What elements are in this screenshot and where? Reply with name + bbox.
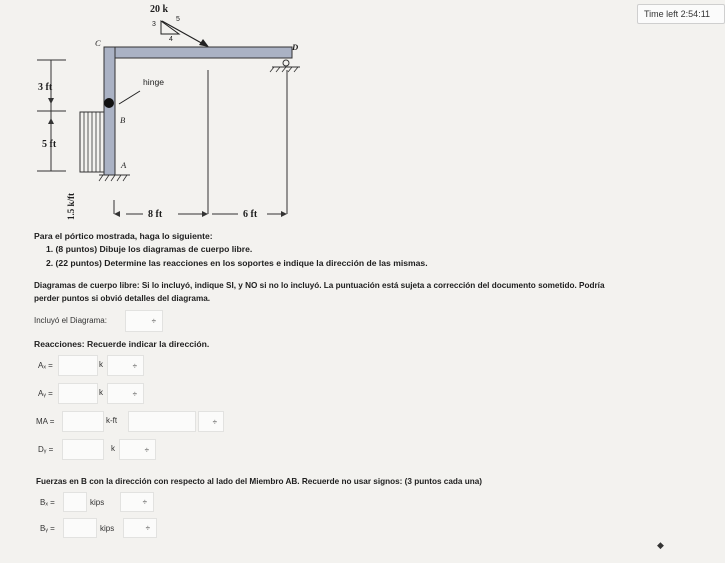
load-arrow-head [199, 39, 209, 47]
ay-label: Aᵧ = [38, 389, 53, 398]
bx-direction-select[interactable] [120, 492, 154, 512]
note-line-1: Diagramas de cuerpo libre: Si lo incluyó, indique SI, y NO si no lo incluyó. La puntuación está sujeta a corrección del documento sometido. Podría [34, 281, 605, 290]
ma-input-2[interactable] [128, 411, 196, 432]
dim-8ft-label: 8 ft [148, 209, 163, 220]
ax-label: Aₓ = [38, 361, 53, 370]
note-line-2: perder puntos si obvió detalles del diagrama. [34, 294, 211, 303]
beam-cd [104, 47, 292, 58]
ay-unit: k [99, 388, 103, 397]
dy-unit: k [111, 444, 115, 453]
included-select[interactable] [125, 310, 163, 332]
dropdown-arrow-icon: ÷ [212, 417, 217, 426]
corner-mark-icon: ◆ [657, 540, 664, 550]
dim-6ft-label: 6 ft [243, 209, 258, 220]
ay-direction-select[interactable] [107, 383, 144, 404]
ma-unit: k-ft [106, 416, 118, 425]
dy-input[interactable] [62, 439, 104, 460]
dy-direction-select[interactable] [119, 439, 156, 460]
hinge-b [104, 98, 114, 108]
roller-d [283, 60, 289, 66]
column-ab [104, 47, 115, 175]
dropdown-arrow-icon: ÷ [151, 316, 156, 326]
dropdown-arrow-icon: ÷ [142, 497, 147, 507]
dist-load-label: 1.5 k/ft [66, 193, 76, 220]
hinge-label: hinge [143, 77, 165, 87]
by-input[interactable] [63, 518, 97, 538]
ma-input[interactable] [62, 411, 104, 432]
dropdown-arrow-icon: ÷ [144, 445, 149, 454]
ay-input[interactable] [58, 383, 98, 404]
load-label: 20 k [150, 4, 169, 15]
dropdown-arrow-icon: ÷ [132, 361, 137, 370]
ax-unit: k [99, 360, 103, 369]
ax-direction-select[interactable] [107, 355, 144, 376]
by-unit: kips [100, 524, 115, 533]
hinge-pointer [119, 91, 140, 104]
intro-text: Para el pórtico mostrada, haga lo siguiente: [34, 231, 213, 241]
dropdown-arrow-icon: ÷ [145, 523, 150, 533]
included-label: Incluyó el Diagrama: [34, 316, 107, 325]
slope-top-label: 3 [152, 21, 156, 28]
item-2: 2. (22 puntos) Determine las reacciones en los soportes e indique la dirección de las mismas. [46, 258, 428, 268]
frame-diagram [0, 0, 700, 230]
node-d-label: D [292, 42, 299, 52]
forces-title: Fuerzas en B con la dirección con respecto al lado del Miembro AB. Recuerde no usar signos: (3 puntos cada una) [36, 477, 483, 486]
node-c-label: C [95, 38, 101, 48]
bx-unit: kips [90, 498, 105, 507]
slope-bottom-label: 4 [169, 36, 173, 43]
by-label: Bᵧ = [40, 524, 55, 533]
dim-5ft-label: 5 ft [42, 139, 57, 150]
bx-label: Bₓ = [40, 498, 55, 507]
bx-input[interactable] [63, 492, 87, 512]
dy-label: Dᵧ = [38, 445, 54, 454]
ma-direction-select[interactable] [198, 411, 224, 432]
dim-3ft-label: 3 ft [38, 82, 53, 93]
dropdown-arrow-icon: ÷ [132, 389, 137, 398]
by-direction-select[interactable] [123, 518, 157, 538]
node-a-label: A [121, 160, 127, 170]
item-1: 1. (8 puntos) Dibuje los diagramas de cuerpo libre. [46, 244, 253, 254]
slope-side-label: 5 [176, 16, 180, 23]
reactions-title: Reacciones: Recuerde indicar la dirección. [34, 339, 210, 349]
time-left: Time left 2:54:11 [637, 4, 725, 24]
ax-input[interactable] [58, 355, 98, 376]
node-b-label: B [120, 115, 126, 125]
ma-label: MA = [36, 417, 55, 426]
